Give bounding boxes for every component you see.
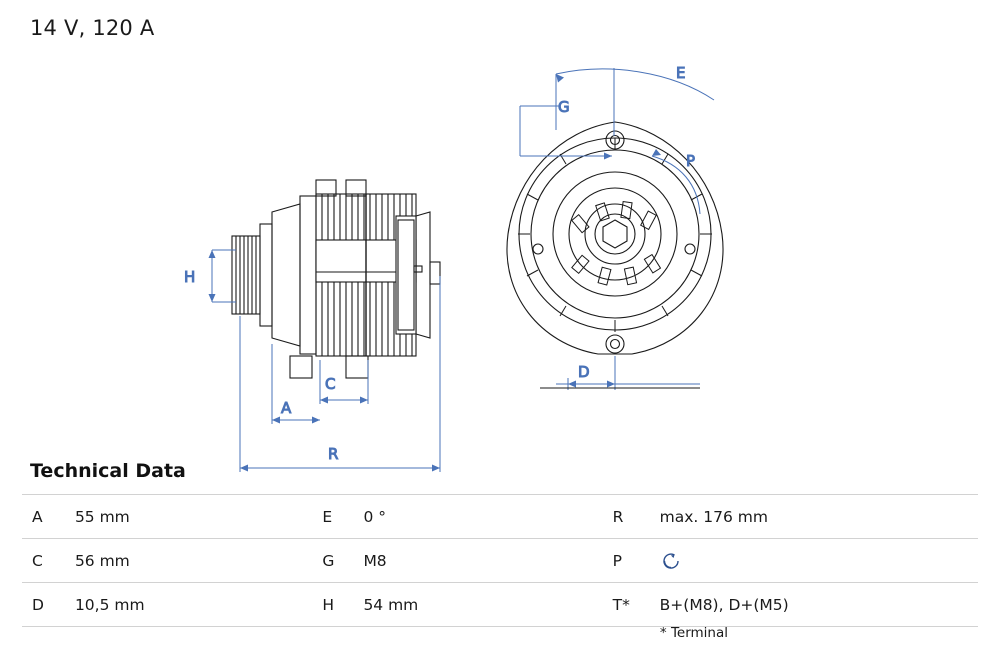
row-key-g: G	[312, 539, 357, 583]
dim-label-r: R	[328, 445, 339, 463]
row-value-p	[654, 539, 978, 583]
dim-label-d: D	[578, 363, 590, 381]
row-key-r: R	[603, 495, 654, 539]
row-value-h: 54 mm	[357, 583, 602, 627]
dim-label-h: H	[184, 268, 196, 286]
row-key-a: A	[22, 495, 69, 539]
side-view-group	[232, 180, 440, 378]
row-key-h: H	[312, 583, 357, 627]
row-key-p: P	[603, 539, 654, 583]
row-value-r: max. 176 mm	[654, 495, 978, 539]
dim-label-p: P	[686, 152, 696, 170]
technical-data-heading: Technical Data	[30, 460, 186, 482]
front-view-dimensions	[520, 64, 714, 390]
dim-label-c: C	[325, 375, 336, 393]
rear-cover	[396, 212, 440, 338]
row-key-t: T*	[603, 583, 654, 627]
row-key-e: E	[312, 495, 357, 539]
row-value-d: 10,5 mm	[69, 583, 312, 627]
row-value-e: 0 °	[357, 495, 602, 539]
row-value-t: B+(M8), D+(M5)	[654, 583, 978, 627]
rotation-direction-icon	[660, 550, 682, 572]
terminal-footnote: * Terminal	[659, 625, 728, 641]
row-value-a: 55 mm	[69, 495, 312, 539]
table-row	[22, 539, 978, 583]
dim-label-e: E	[676, 64, 686, 82]
pulley	[232, 224, 272, 326]
row-value-c: 56 mm	[69, 539, 312, 583]
table-row	[22, 583, 978, 627]
row-value-g: M8	[357, 539, 602, 583]
dim-label-g: G	[558, 98, 570, 116]
page-title: 14 V, 120 A	[30, 16, 155, 40]
technical-data-table	[22, 494, 978, 627]
row-key-d: D	[22, 583, 69, 627]
table-row	[22, 495, 978, 539]
front-housing	[272, 196, 316, 354]
row-key-c: C	[22, 539, 69, 583]
alternator-technical-drawing	[0, 44, 1000, 463]
dim-label-a: A	[281, 399, 292, 417]
